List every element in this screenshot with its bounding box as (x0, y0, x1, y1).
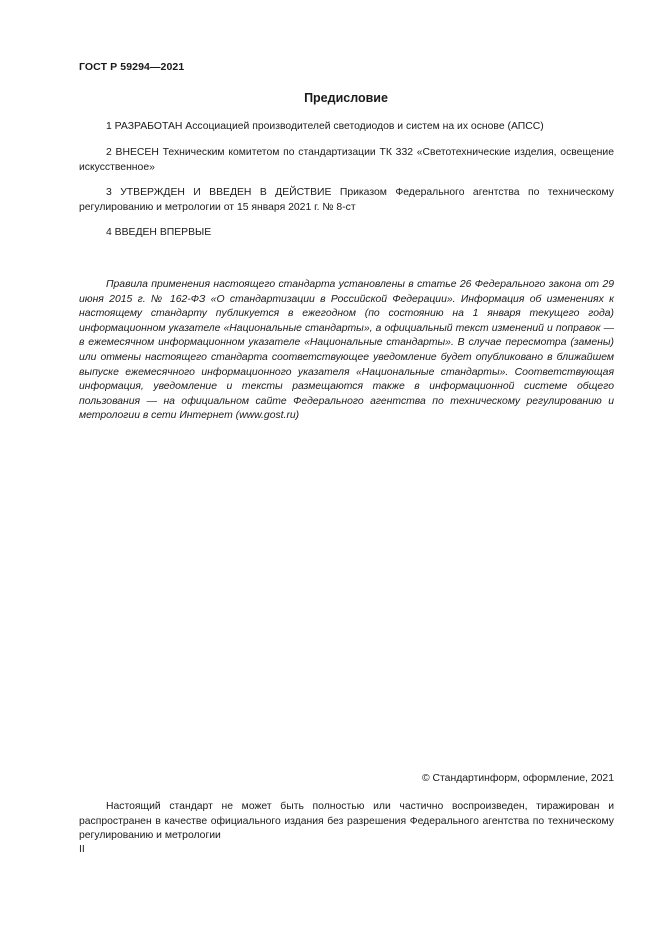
foreword-item-approved: 3 УТВЕРЖДЕН И ВВЕДЕН В ДЕЙСТВИЕ Приказом Федерального агентства по техническому регулированию и метрологии от 15 января 2021 г. № 8-ст (79, 187, 614, 213)
document-code: ГОСТ Р 59294—2021 (79, 61, 185, 73)
foreword-item-introduced: 4 ВВЕДЕН ВПЕРВЫЕ (106, 227, 212, 238)
foreword-item-submitted: 2 ВНЕСЕН Техническим комитетом по стандартизации ТК 332 «Светотехнические изделия, освещение искусственное» (79, 147, 614, 173)
page-number: II (79, 844, 85, 855)
page-title: Предисловие (304, 91, 388, 105)
reproduction-rights-notice: Настоящий стандарт не может быть полностью или частично воспроизведен, тиражирован и распространен в качестве официального издания без разрешения Федерального агентства по техническому регулированию и метрологии (79, 801, 614, 842)
copyright-notice: © Стандартинформ, оформление, 2021 (421, 773, 614, 784)
application-rules-notice: Правила применения настоящего стандарта установлены в статье 26 Федерального закона от 29 июня 2015 г. № 162-ФЗ «О стандартизации в Российской Федерации». Информация об изменениях к настоящему стандарту публикуется в ежегодном (по состоянию на 1 января текущего года) информационном указателе «Национальные стандарты», а официальный текст изменений и поправок — в ежемесячном информационном указателе «Национальные стандарты». В случае пересмотра (замены) или отмены настоящего стандарта соответствующее уведомление будет опубликовано в ближайшем выпуске ежемесячного информационного указателя «Национальные стандарты». Соответствующая информация, уведомление и тексты размещаются также в информационной системе общего пользования — на официальном сайте Федерального агентства по техническому регулированию и метрологии в сети Интернет (www.gost.ru) (79, 279, 614, 422)
foreword-item-developed: 1 РАЗРАБОТАН Ассоциацией производителей светодиодов и систем на их основе (АПСС) (106, 121, 544, 132)
